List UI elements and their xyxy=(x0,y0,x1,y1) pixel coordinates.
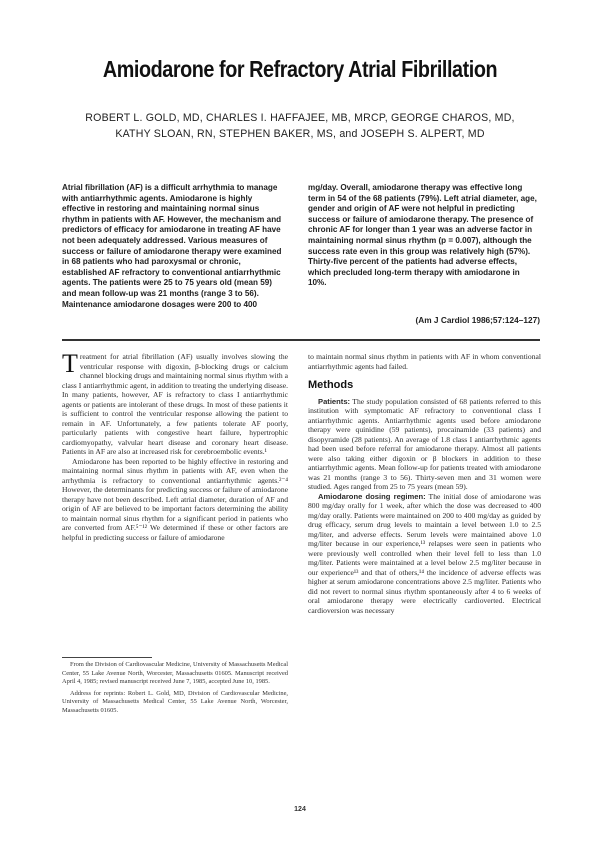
methods-heading: Methods xyxy=(308,379,354,391)
authors-line-1: ROBERT L. GOLD, MD, CHARLES I. HAFFAJEE, MB, MRCP, GEORGE CHAROS, MD, xyxy=(85,112,515,124)
abstract-right-column: mg/day. Overall, amiodarone therapy was effective long term in 54 of the 68 patients (79%). Left atrial diameter, age, gender and origin of AF were not helpful in predicting success or failure of amiodarone therapy. The presence of chronic AF for longer than 1 year was an adverse factor in maintaining normal sinus rhythm (p = 0.007), although the success rate even in this group was relatively high (57%). Thirty-five percent of the patients had adverse effects, which precluded long-term therapy with amiodarone in 10%. xyxy=(308,183,537,288)
footnotes xyxy=(62,661,288,718)
abstract-divider xyxy=(62,339,540,341)
article-title: Amiodarone for Refractory Atrial Fibrillation xyxy=(102,56,498,82)
patients-label: Patients: xyxy=(318,396,351,406)
affiliation-footnote: From the Division of Cardiovascular Medicine, University of Massachusetts Medical Center, 55 Lake Avenue North, Worcester, Massachusetts 01605. Manuscript received April 4, 1985; revised manuscript received June 7, 1985, accepted June 10, 1985. xyxy=(62,661,288,685)
page-number: 124 xyxy=(294,806,306,813)
intro-paragraph-1 xyxy=(62,349,288,457)
intro-paragraph-2: Amiodarone has been reported to be highly effective in restoring and maintaining normal sinus rhythm in patients with AF, even when the arrhythmia is refractory to conventional antiarrhythmic agents.²⁻⁴ However, the determinants for predicting success or failure of amiodarone therapy have not been described. Left atrial diameter, duration of AF and origin of AF are believed to be important factors determining the ability to maintain normal sinus rhythm for a significant period in patients who are converted from AF.⁵⁻¹² We determined if these or other factors are helpful in predicting success or failure of amiodarone xyxy=(62,456,288,542)
patients-text: The study population consisted of 68 patients referred to this institution with symptomatic AF refractory to conventional class I antiarrhythmic agents. Antiarrhythmic agents used before amiodarone therapy were quinidine (59 patients), procainamide (33 patients) and disopyramide (28 patients). An average of 1.8 class I antiarrhythmic agents had been used before referral for amiodarone therapy. Almost all patients were also taking either digoxin or β blockers in addition to these antiarrhythmic agents. Mean follow-up for patients treated with amiodarone was 21 months (range 3 to 56). Thirty-seven men and 31 women were studied. Ages ranged from 25 to 75 years (mean 59). xyxy=(308,396,541,491)
abstract-left-column: Atrial fibrillation (AF) is a difficult arrhythmia to manage with antiarrhythmic agents. Amiodarone is highly effective in restoring and maintaining normal sinus rhythm in patients with AF. However, the mechanism and predictors of efficacy for amiodarone in treating AF have not been adequately addressed. Various measures of success or failure of amiodarone therapy were examined in 68 patients who had paroxysmal or chronic, established AF refractory to conventional antiarrhythmic agents. The patients were 25 to 75 years old (mean 59) and mean follow-up was 21 months (range 3 to 56). Maintenance amiodarone dosages were 200 to 400 xyxy=(62,183,282,309)
body-left-column xyxy=(62,349,288,542)
journal-citation: (Am J Cardiol 1986;57:124–127) xyxy=(415,315,540,325)
footnote-divider xyxy=(62,657,152,658)
intro-continuation: to maintain normal sinus rhythm in patients with AF in whom conventional antiarrhythmic agents had failed. xyxy=(308,352,541,371)
patients-paragraph xyxy=(308,397,541,492)
author-list xyxy=(40,110,560,142)
dosing-label: Amiodarone dosing regimen: xyxy=(318,491,426,501)
intro-text-1: reatment for atrial fibrillation (AF) usually involves slowing the ventricular response with digoxin, β-blocking drugs or calcium channel blocking drugs and maintaining normal sinus rhythm with a class I antiarrhythmic agent, in addition to treating the underlying disease. In many patients, however, AF is refractory to class I antiarrhythmic agents or patients are intolerant of these drugs. In most of these patients it is sufficient to control the ventricular response allowing the patient to remain in AF. Unfortunately, a few patients tolerate AF poorly, particularly patients with congestive heart failure, hypertrophic cardiomyopathy, valvular heart disease and coronary heart disease. Patients in AF are also at increased risk for cerebroembolic events.¹ xyxy=(62,352,288,456)
drop-cap: T xyxy=(62,349,78,378)
dosing-text: The initial dose of amiodarone was 800 mg/day orally for 1 week, after which the dose was decreased to 400 mg/day orally. Patients were maintained on 200 to 400 mg/day as guided by drug efficacy, serum drug levels to maintain a level between 1.0 to 2.5 mg/liter, and adverse effects. Serum levels were maintained above 1.0 mg/liter because in our experience,¹³ relapses were seen in patients who were previously well controlled when their level fell to less than 1.0 mg/liter. Patients were maintained at a level below 2.5 mg/liter because in our experience¹³ and that of others,¹⁴ the incidence of adverse effects was higher at serum amiodarone concentrations above 2.5 mg/liter. Patients who did not revert to normal sinus rhythm spontaneously after 4 to 6 weeks of oral amiodarone therapy were electrically cardioverted. Electrical cardioversion was necessary xyxy=(308,491,541,615)
authors-line-2: KATHY SLOAN, RN, STEPHEN BAKER, MS, and JOSEPH S. ALPERT, MD xyxy=(115,128,485,140)
body-right-column xyxy=(308,352,541,615)
dosing-paragraph xyxy=(308,492,541,616)
reprints-footnote: Address for reprints: Robert L. Gold, MD, Division of Cardiovascular Medicine, University of Massachusetts Medical Center, 55 Lake Avenue North, Worcester, Massachusetts 01605. xyxy=(62,689,288,714)
